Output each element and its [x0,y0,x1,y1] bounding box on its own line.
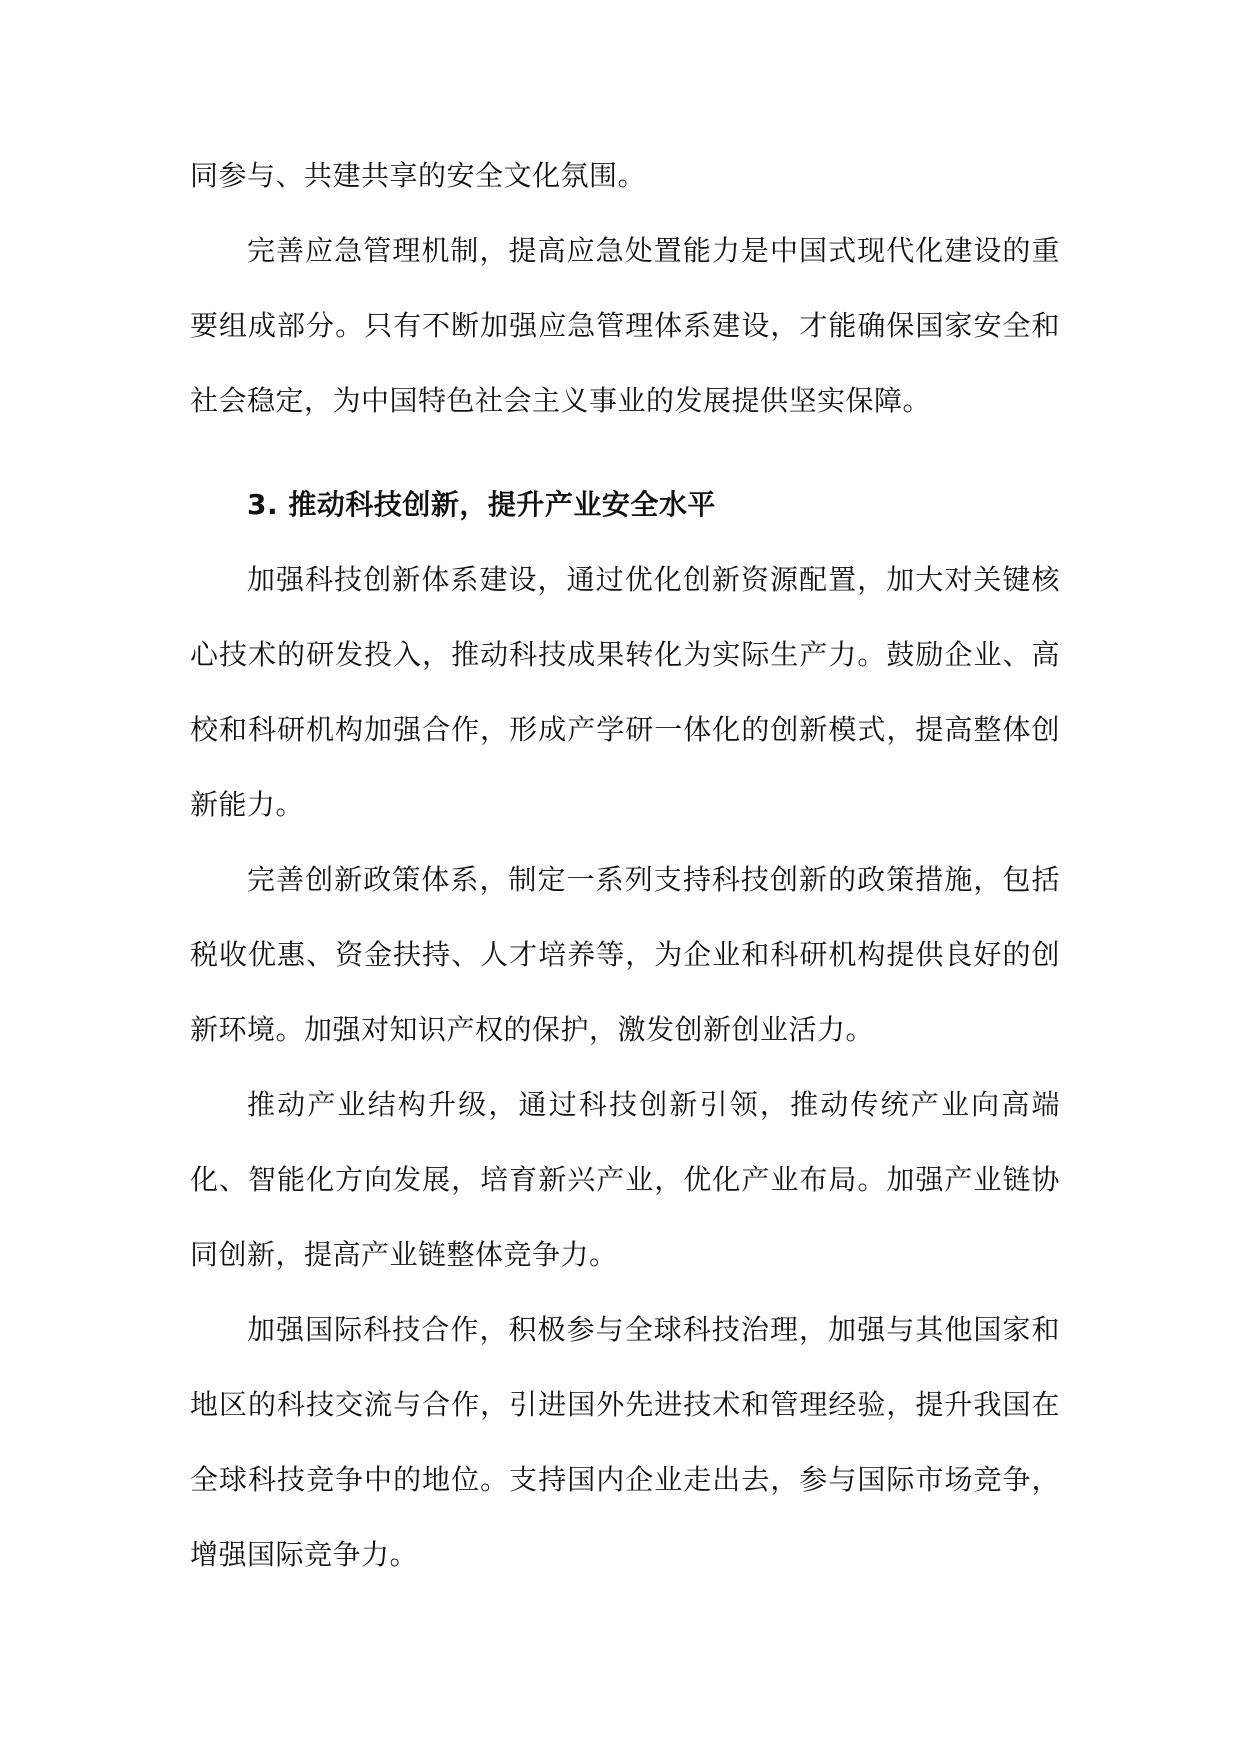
paragraph-international-cooperation: 加强国际科技合作，积极参与全球科技治理，加强与其他国家和地区的科技交流与合作，引进国外先进技术和管理经验，提升我国在全球科技竞争中的地位。支持国内企业走出去，参与国际市场竞争，增强国际竞争力。 [190,1313,1060,1571]
paragraph-industrial-upgrade: 推动产业结构升级，通过科技创新引领，推动传统产业向高端化、智能化方向发展，培育新兴产业，优化产业布局。加强产业链协同创新，提高产业链整体竞争力。 [190,1088,1060,1271]
paragraph-continuation: 同参与、共建共享的安全文化氛围。 [190,159,647,192]
section-heading: 3. 推动科技创新，提升产业安全水平 [247,488,716,521]
document-body [190,138,1060,1592]
paragraph-emergency-management: 完善应急管理机制，提高应急处置能力是中国式现代化建设的重要组成部分。只有不断加强应急管理体系建设，才能确保国家安全和社会稳定，为中国特色社会主义事业的发展提供坚实保障。 [190,234,1060,417]
paragraph-innovation-policy: 完善创新政策体系，制定一系列支持科技创新的政策措施，包括税收优惠、资金扶持、人才培养等，为企业和科研机构提供良好的创新环境。加强对知识产权的保护，激发创新创业活力。 [190,863,1060,1046]
paragraph-innovation-system: 加强科技创新体系建设，通过优化创新资源配置，加大对关键核心技术的研发投入，推动科技成果转化为实际生产力。鼓励企业、高校和科研机构加强合作，形成产学研一体化的创新模式，提高整体创新能力。 [190,563,1060,821]
